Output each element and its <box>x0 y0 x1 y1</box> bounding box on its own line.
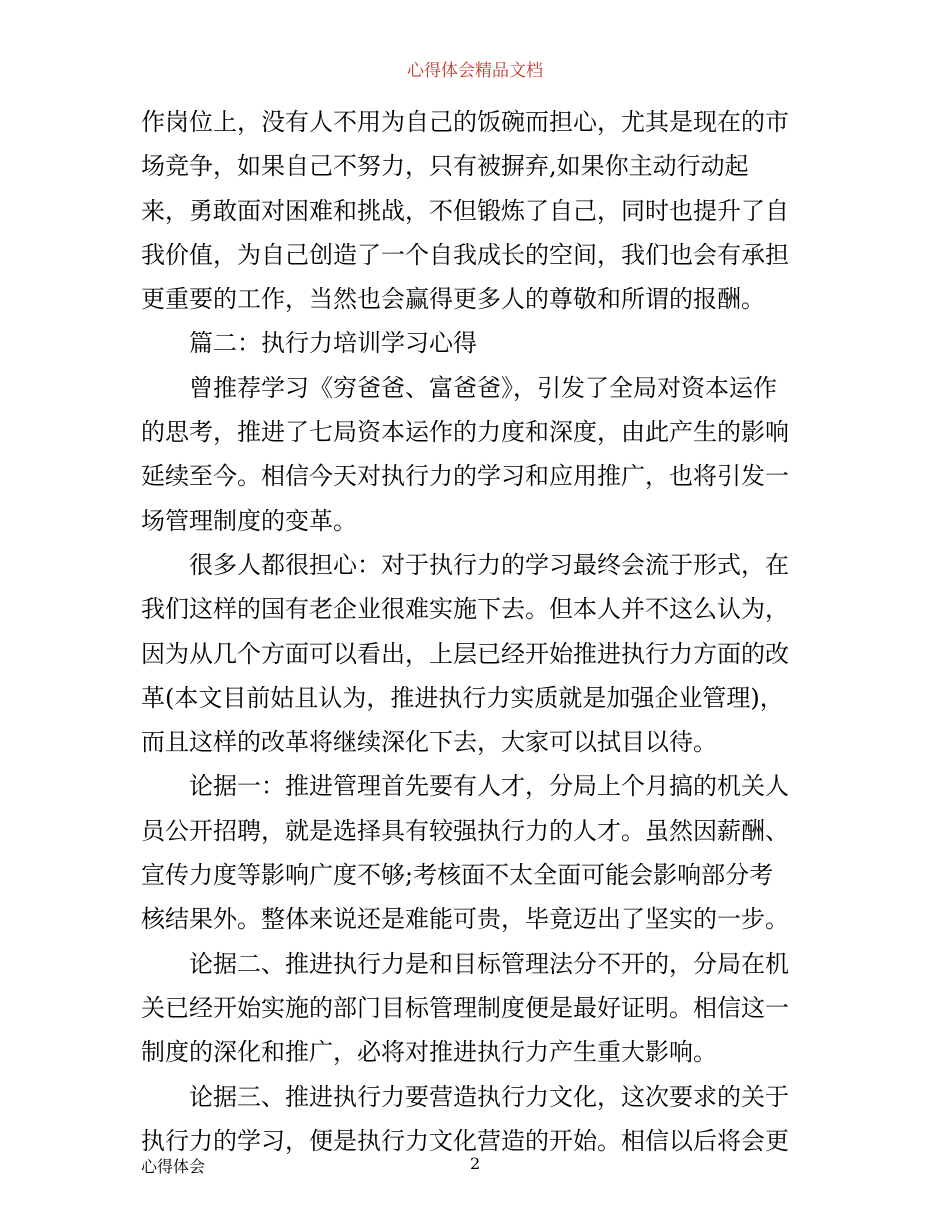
text-line: 曾推荐学习《穷爸爸、富爸爸》，引发了全局对资本运作 <box>189 373 777 402</box>
text-line: 关已经开始实施的部门目标管理制度便是最好证明。相信这一 <box>141 993 789 1022</box>
document-header: 心得体会精品文档 <box>407 61 543 81</box>
text-line: 因为从几个方面可以看出，上层已经开始推进执行力方面的改 <box>141 639 789 668</box>
text-line: 我价值，为自己创造了一个自我成长的空间，我们也会有承担 <box>141 240 789 269</box>
text-line: 作岗位上，没有人不用为自己的饭碗而担心，尤其是现在的市 <box>141 108 789 136</box>
text-line: 更重要的工作，当然也会赢得更多人的尊敬和所谓的报酬。 <box>141 285 765 314</box>
text-line: 延续至今。相信今天对执行力的学习和应用推广，也将引发一 <box>141 462 789 491</box>
text-line: 执行力的学习，便是执行力文化营造的开始。相信以后将会更 <box>141 1126 789 1155</box>
text-line: 来，勇敢面对困难和挑战，不但锻炼了自己，同时也提升了自 <box>141 196 789 225</box>
text-line: 场竞争，如果自己不努力，只有被摒弃,如果你主动行动起 <box>141 152 749 181</box>
text-line: 革(本文目前姑且认为，推进执行力实质就是加强企业管理)， <box>141 683 784 712</box>
text-line: 论据一：推进管理首先要有人才，分局上个月搞的机关人 <box>189 772 789 801</box>
document-body <box>141 100 813 1163</box>
text-line: 场管理制度的变革。 <box>141 506 357 535</box>
page-number: 2 <box>470 1154 481 1173</box>
text-line: 的思考，推进了七局资本运作的力度和深度，由此产生的影响 <box>141 418 789 447</box>
text-line: 篇二：执行力培训学习心得 <box>189 329 477 358</box>
text-line: 而且这样的改革将继续深化下去，大家可以拭目以待。 <box>141 728 717 757</box>
text-line: 宣传力度等影响广度不够;考核面不太全面可能会影响部分考 <box>141 861 774 890</box>
text-line: 核结果外。整体来说还是难能可贵，毕竟迈出了坚实的一步。 <box>141 905 789 934</box>
text-line: 员公开招聘，就是选择具有较强执行力的人才。虽然因薪酬、 <box>141 816 789 845</box>
text-line: 很多人都很担心：对于执行力的学习最终会流于形式，在 <box>189 550 789 579</box>
text-line: 论据二、推进执行力是和目标管理法分不开的，分局在机 <box>189 949 789 978</box>
text-line: 制度的深化和推广，必将对推进执行力产生重大影响。 <box>141 1038 717 1067</box>
text-line: 我们这样的国有老企业很难实施下去。但本人并不这么认为， <box>141 595 789 624</box>
footer-label: 心得体会 <box>141 1157 206 1176</box>
text-line: 论据三、推进执行力要营造执行力文化，这次要求的关于 <box>189 1082 789 1111</box>
